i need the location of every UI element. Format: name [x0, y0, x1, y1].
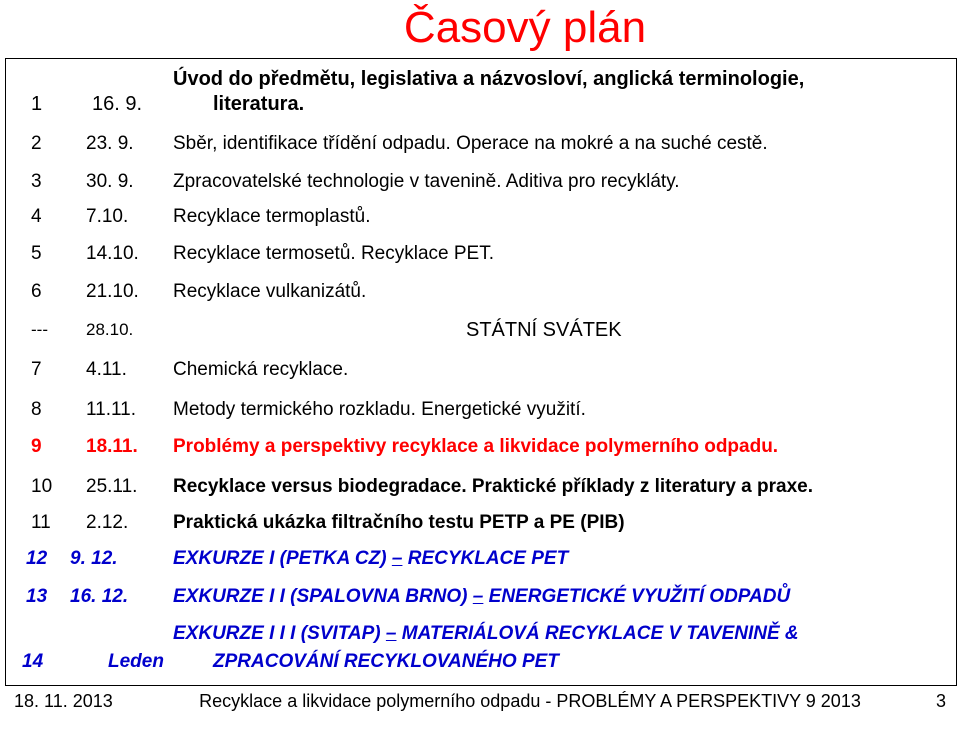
row-date: 30. 9. — [86, 171, 134, 192]
row-date: 9. 12. — [70, 548, 118, 569]
row-date: 14.10. — [86, 243, 139, 264]
page-number: 3 — [936, 691, 947, 711]
row-number: 4 — [31, 206, 42, 227]
row-number: 12 — [26, 548, 48, 569]
row-topic: Recyklace vulkanizátů. — [173, 281, 367, 302]
row-number: 7 — [31, 359, 42, 380]
row-date: 21.10. — [86, 281, 139, 302]
row-number: 10 — [31, 476, 53, 497]
row-date: 11.11. — [86, 399, 137, 420]
row-number: 5 — [31, 243, 42, 264]
row-date: 23. 9. — [86, 133, 134, 154]
row-topic: Recyklace versus biodegradace. Praktické příklady z literatury a praxe. — [173, 476, 814, 497]
row-topic: Chemická recyklace. — [173, 359, 349, 380]
row-number: 11 — [31, 512, 51, 533]
row-number: 1 — [31, 93, 43, 115]
row-topic: Recyklace termoplastů. — [173, 206, 371, 227]
row-number: 3 — [31, 171, 42, 192]
row-date: 4.11. — [86, 359, 127, 380]
schedule-table — [5, 58, 957, 686]
row-number: 9 — [31, 436, 42, 457]
row-number: --- — [31, 320, 48, 339]
row-topic: Recyklace termosetů. Recyklace PET. — [173, 243, 495, 264]
row-topic: Praktická ukázka filtračního testu PETP a PE (PIB) — [173, 512, 625, 533]
row-topic: EXKURZE I I I (SVITAP) – MATERIÁLOVÁ RECYKLACE V TAVENINĚ & — [173, 623, 799, 644]
topic-line-2: literatura. — [213, 93, 305, 115]
row-number: 8 — [31, 399, 42, 420]
row-number: 2 — [31, 133, 42, 154]
row-date: 25.11. — [86, 476, 138, 497]
topic-line-1: Úvod do předmětu, legislativa a názvosloví, anglická terminologie, — [173, 68, 805, 90]
row-date: 18.11. — [86, 436, 138, 457]
row-topic: Sběr, identifikace třídění odpadu. Operace na mokré a na suché cestě. — [173, 133, 768, 154]
row-topic: Metody termického rozkladu. Energetické využití. — [173, 399, 586, 420]
row-date: 16. 12. — [70, 586, 129, 607]
footer-title: Recyklace a likvidace polymerního odpadu - PROBLÉMY A PERSPEKTIVY 9 2013 — [199, 691, 861, 711]
row-date: 2.12. — [86, 512, 129, 533]
row-topic: Problémy a perspektivy recyklace a likvidace polymerního odpadu. — [173, 436, 779, 457]
row-number: 6 — [31, 281, 42, 302]
row-date: 28.10. — [86, 320, 134, 339]
footer-date: 18. 11. 2013 — [14, 691, 113, 711]
row-topic: Zpracovatelské technologie v tavenině. Aditiva pro recykláty. — [173, 171, 680, 192]
row-date: 16. 9. — [92, 93, 143, 115]
row-number: 14 — [22, 651, 44, 672]
topic-line-2: ZPRACOVÁNÍ RECYKLOVANÉHO PET — [213, 651, 559, 672]
row-topic: EXKURZE I I (SPALOVNA BRNO) – ENERGETICKÉ VYUŽITÍ ODPADŮ — [173, 586, 791, 607]
slide-title: Časový plán — [403, 3, 647, 52]
row-date: 7.10. — [86, 206, 129, 227]
row-number: 13 — [26, 586, 48, 607]
holiday-label: STÁTNÍ SVÁTEK — [466, 319, 622, 341]
row-date: Leden — [108, 651, 164, 672]
row-topic: EXKURZE I (PETKA CZ) – RECYKLACE PET — [173, 548, 569, 569]
